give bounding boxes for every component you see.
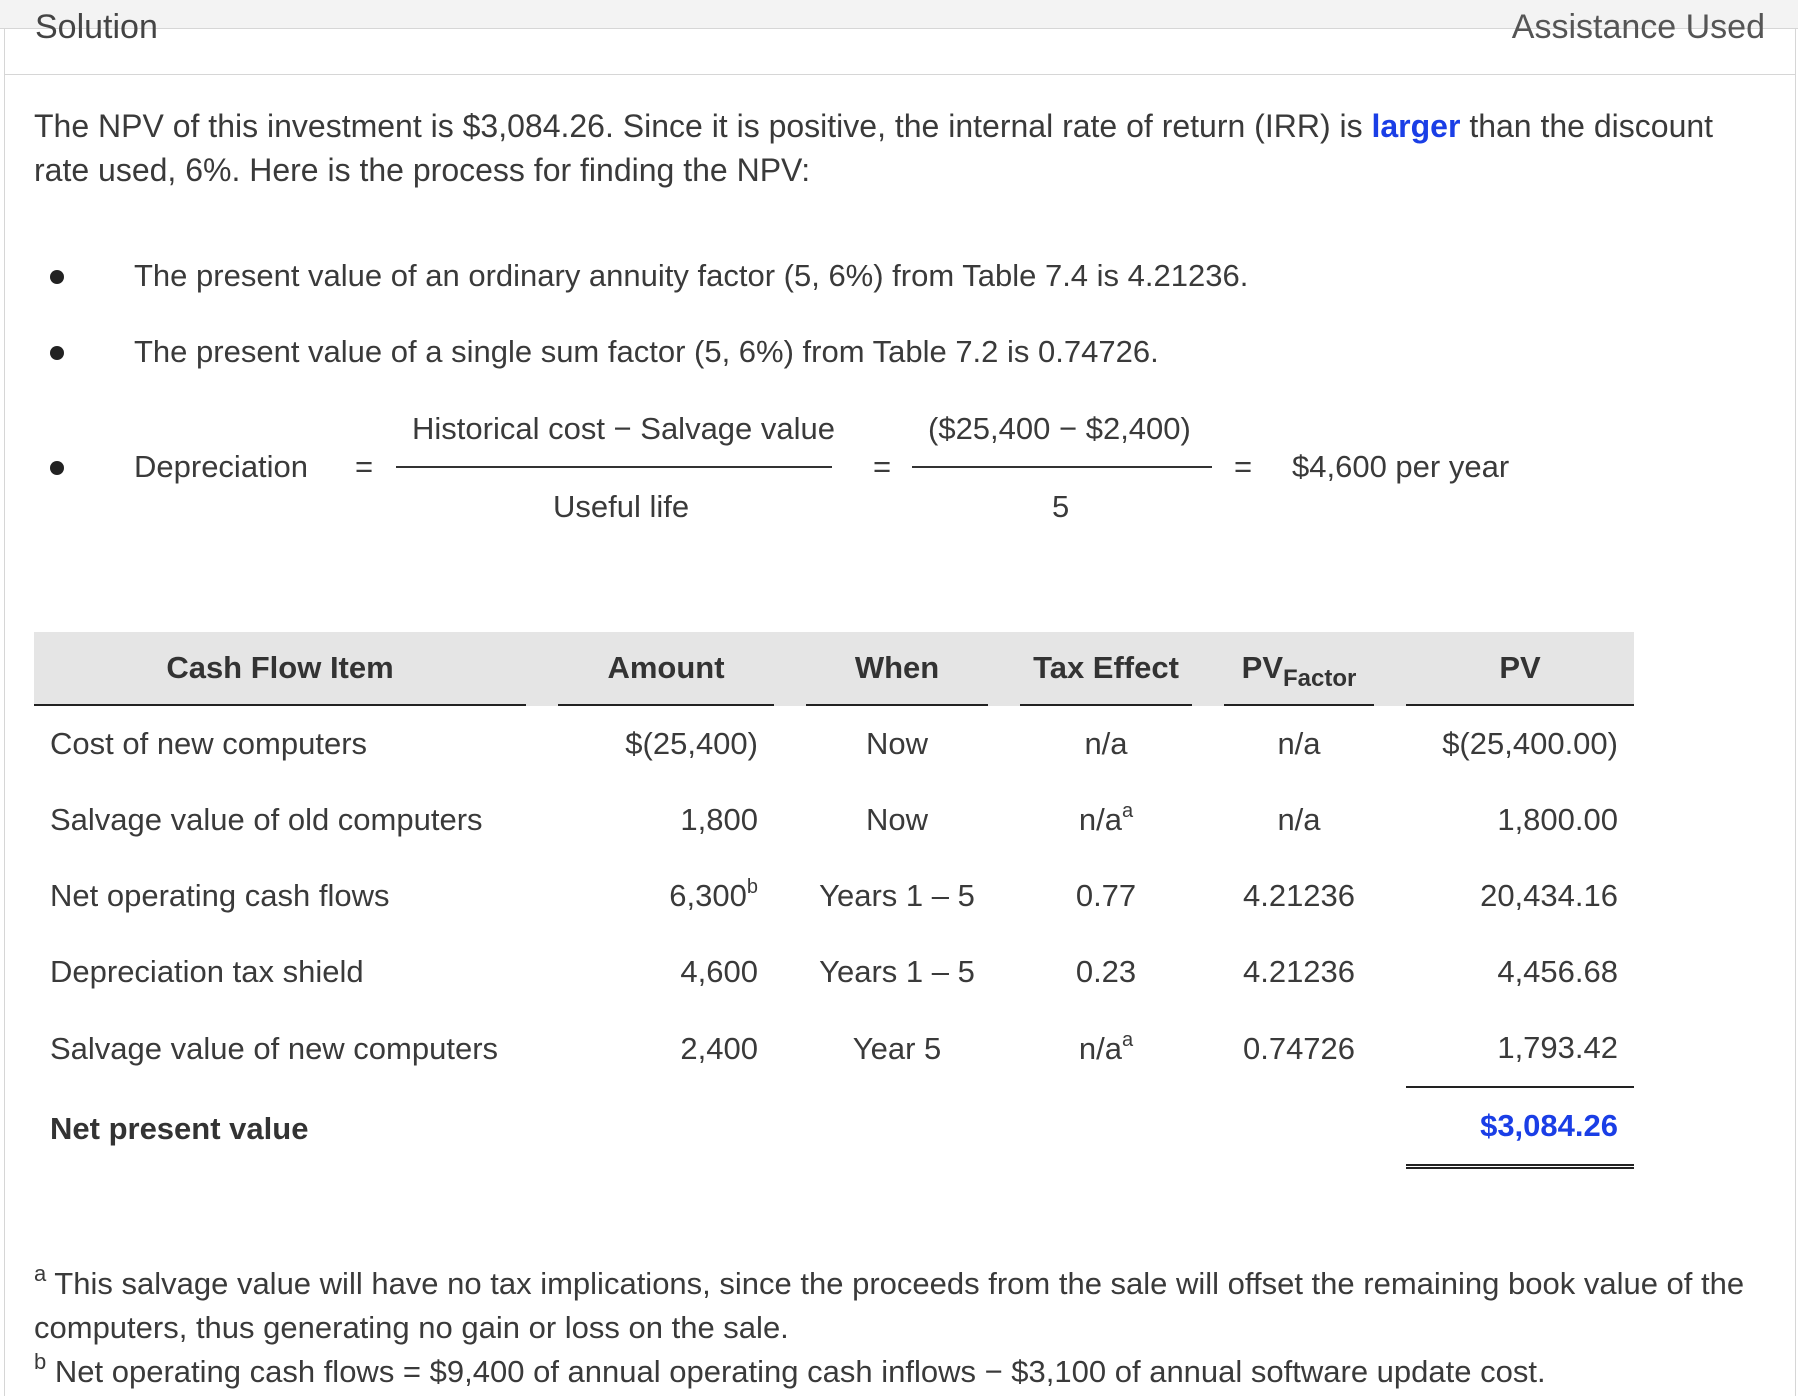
footnote-b: $^b$ Net operating cash flows = $9,400 of annual operating cash inflows − $3,100 of annual software update cost. [34,1348,1546,1389]
equals-sign: = [1234,449,1253,484]
assistance-used-label: Assistance Used [1511,8,1765,46]
col-header-tax-effect: Tax Effect [1020,632,1192,706]
bullet-dot [50,346,64,360]
fraction-bar [912,466,1212,468]
depreciation-label: Depreciation [134,449,309,484]
col-header-cash-flow-item: Cash Flow Item [34,632,526,706]
col-header-amount: Amount [558,632,774,706]
bullet-annuity-factor: The present value of an ordinary annuity factor (5, 6%) from Table 7.4 is 4.21236. [134,258,1249,293]
panel-header [5,8,1795,75]
table-row: Salvage value of old computers 1,800 Now $n/a^a$ n/a 1,800.00 [50,799,1618,837]
formula-denominator: Useful life [553,489,690,524]
formula-values-denominator: 5 [1052,489,1070,524]
table-row: Salvage value of new computers 2,400 Year 5 $n/a^a$ 0.74726 1,793.42 [34,1010,1634,1088]
table-row: Depreciation tax shield 4,600 Years 1 – 5 0.23 4.21236 4,456.68 [50,954,1618,989]
cash-flow-table [34,632,1634,1169]
intro-text-2: than the discount rate used, 6%. Here is the process for finding the NPV: [34,108,1714,188]
larger-highlight: larger [1371,108,1461,144]
intro-paragraph [34,104,1754,192]
depreciation-result: $4,600 per year [1292,449,1510,484]
table-row: Net operating cash flows 6,300$^b$ Years 1 – 5 0.77 4.21236 20,434.16 [50,875,1618,913]
intro-text-1: The NPV of this investment is $3,084.26. Since it is positive, the internal rate of return (IRR) is [34,108,1372,144]
col-header-pv: PV [1406,632,1634,706]
bullet-dot [50,461,64,475]
solution-title: Solution [35,8,158,46]
footnote-a: $^a$ This salvage value will have no tax implications, since the proceeds from the sale will offset the remaining book value of the computers, thus generating no gain or loss on the sale. [34,1260,1745,1345]
fraction-bar [396,466,832,468]
net-present-value-label: Net present value [50,1110,309,1146]
bullet-dot [50,270,64,284]
bullet-single-sum-factor: The present value of a single sum factor (5, 6%) from Table 7.2 is 0.74726. [134,334,1159,369]
col-header-when: When [806,632,988,706]
col-header-pv-factor: $PV_{Factor}$ [1224,632,1374,706]
net-present-value-amount: $3,084.26 [1406,1088,1634,1169]
table-total-row [34,1088,1634,1169]
table-row: Cost of new computers $(25,400) Now n/a n/a $(25,400.00) [50,726,1618,761]
table-header-row [34,632,1634,706]
equals-sign: = [873,449,892,484]
formula-values-numerator: ($25,400 − $2,400) [928,411,1191,446]
formula-numerator: Historical cost − Salvage value [412,411,836,446]
equals-sign: = [355,449,374,484]
